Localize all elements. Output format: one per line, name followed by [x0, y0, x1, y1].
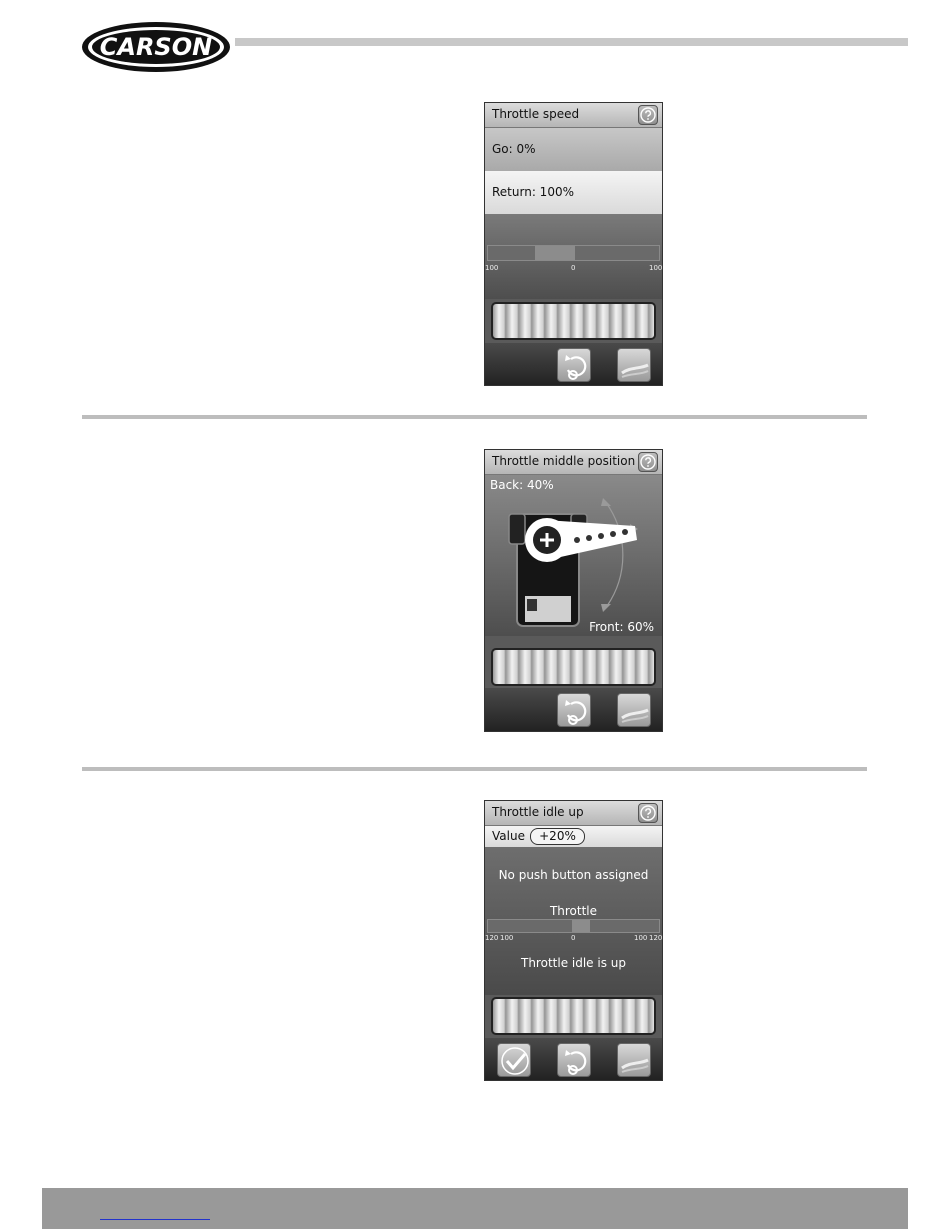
reset-icon[interactable]	[557, 1043, 591, 1077]
tick-0: 0	[571, 934, 576, 942]
idle-up-state: Throttle idle is up	[521, 956, 626, 970]
value-row	[485, 826, 662, 847]
header-rule	[235, 38, 908, 46]
footer-band	[42, 1188, 908, 1229]
tick-center: 0	[571, 264, 576, 272]
svg-text:CARSON: CARSON	[99, 33, 213, 61]
tick-100-left: 100	[500, 934, 514, 942]
tick-120-right: 120	[649, 934, 662, 942]
back-label: Back: 40%	[490, 478, 554, 492]
channel-label: Throttle	[549, 904, 598, 918]
help-icon[interactable]	[638, 803, 658, 823]
servo-illustration[interactable]	[485, 474, 662, 636]
screen-titlebar	[485, 103, 662, 128]
back-icon[interactable]	[617, 693, 651, 727]
push-button-status: No push button assigned	[498, 868, 649, 882]
bottom-toolbar	[485, 1038, 662, 1080]
checkmark-icon[interactable]	[497, 1043, 531, 1077]
tick-left: 100	[485, 264, 499, 272]
bottom-toolbar	[485, 688, 662, 731]
bottom-toolbar	[485, 343, 662, 385]
go-label: Go: 0%	[492, 142, 536, 156]
section-divider	[82, 767, 867, 771]
screen-titlebar	[485, 450, 662, 475]
throttle-speed-screen	[485, 103, 662, 385]
scroll-wheel[interactable]	[491, 997, 656, 1035]
throttle-speed-bar	[487, 245, 660, 261]
front-label: Front: 60%	[589, 620, 654, 634]
tick-right: 100	[649, 264, 662, 272]
scroll-wheel[interactable]	[491, 648, 656, 686]
screen-title: Throttle middle position	[492, 454, 636, 468]
reset-icon[interactable]	[557, 693, 591, 727]
screen-title: Throttle speed	[492, 107, 580, 121]
throttle-idle-up-screen	[485, 801, 662, 1080]
throttle-middle-position-screen	[485, 450, 662, 731]
tick-120-left: 120	[485, 934, 499, 942]
screen-title: Throttle idle up	[492, 805, 584, 819]
screen-titlebar	[485, 801, 662, 826]
footer-link[interactable]	[100, 1219, 210, 1220]
help-icon[interactable]	[638, 105, 658, 125]
value-label: Value	[492, 829, 525, 843]
value-field[interactable]: +20%	[530, 828, 585, 845]
back-icon[interactable]	[617, 348, 651, 382]
help-icon[interactable]	[638, 452, 658, 472]
reset-icon[interactable]	[557, 348, 591, 382]
return-row[interactable]	[485, 171, 662, 214]
tick-100-right: 100	[634, 934, 648, 942]
go-row[interactable]	[485, 128, 662, 171]
section-divider	[82, 415, 867, 419]
return-label: Return: 100%	[492, 185, 574, 199]
carson-logo	[80, 20, 232, 74]
back-icon[interactable]	[617, 1043, 651, 1077]
scroll-wheel[interactable]	[491, 302, 656, 340]
throttle-bar	[487, 919, 660, 933]
